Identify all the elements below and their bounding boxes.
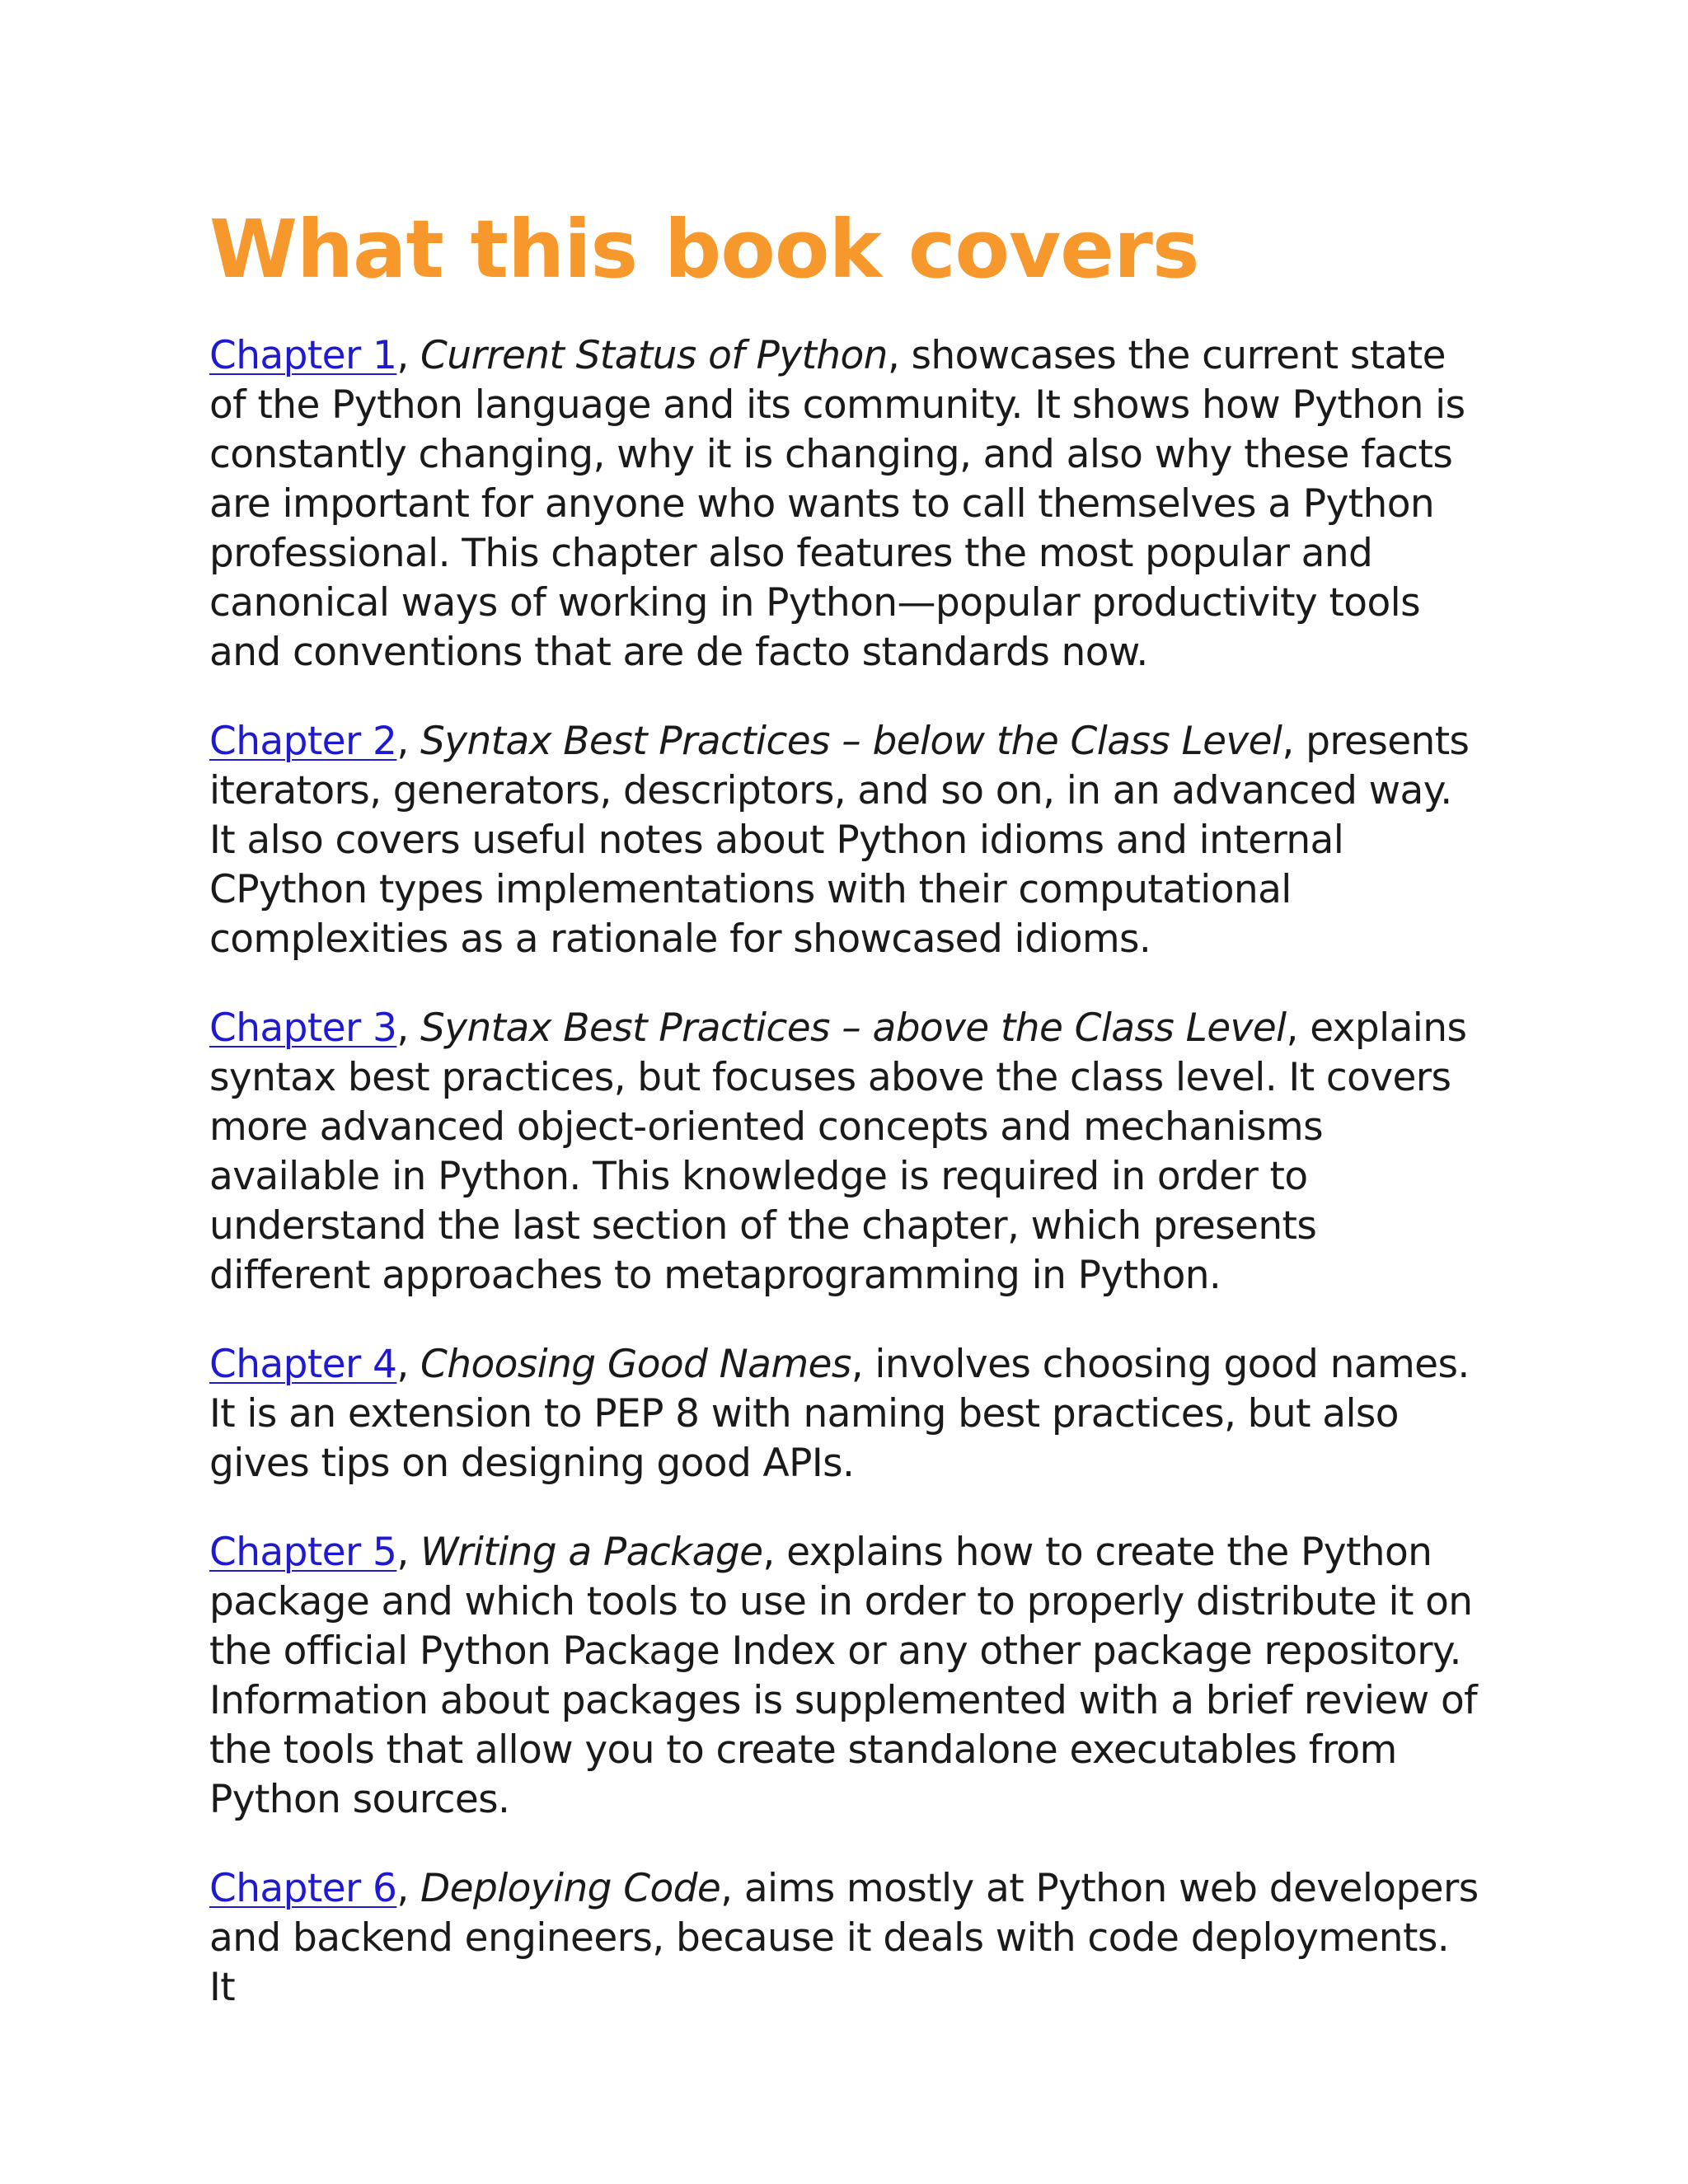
chapter-3-title: Syntax Best Practices – above the Class Level [420,1005,1287,1051]
chapter-5-description: , explains how to create the Python package and which tools to use in order to properly distribute it on the official Python Package Index or any other package repository. Information about packages is supplemented with a brief review of the tools that allow you to create standalone executables from Python sources. [209,1530,1478,1822]
chapter-2-separator: , [396,719,421,764]
chapter-2-link[interactable]: Chapter 2 [209,719,397,764]
chapter-6-link[interactable]: Chapter 6 [209,1866,397,1911]
chapter-1-title: Current Status of Python [420,333,888,378]
chapter-5-title: Writing a Package [420,1530,763,1575]
chapter-5-separator: , [396,1530,421,1575]
chapter-1-paragraph [209,331,1479,677]
page-title: What this book covers [209,203,1199,296]
chapter-4-paragraph [209,1340,1479,1488]
chapter-3-separator: , [396,1005,421,1051]
document-page [209,204,1479,2052]
chapter-2-title: Syntax Best Practices – below the Class Level [420,719,1282,764]
chapter-1-description: , showcases the current state of the Python language and its community. It shows how Python is constantly changing, why it is changing, and also why these facts are important for anyone who wants to call themselves a Python professional. This chapter also features the most popular and canonical ways of working in Python—popular productivity tools and conventions that are de facto standards now. [209,333,1465,675]
chapter-6-description: , aims mostly at Python web developers and backend engineers, because it deals with code deployments. It [209,1866,1479,2010]
chapter-5-paragraph [209,1528,1479,1825]
chapter-1-link[interactable]: Chapter 1 [209,333,397,378]
chapter-2-description: , presents iterators, generators, descriptors, and so on, in an advanced way. It also covers useful notes about Python idioms and internal CPython types implementations with their computational complexities as a rationale for showcased idioms. [209,719,1470,962]
chapter-4-link[interactable]: Chapter 4 [209,1342,397,1387]
chapter-6-separator: , [396,1866,421,1911]
chapter-3-paragraph [209,1004,1479,1301]
chapter-4-description: , involves choosing good names. It is an extension to PEP 8 with naming best practices, but also gives tips on designing good APIs. [209,1342,1470,1486]
chapter-3-description: , explains syntax best practices, but focuses above the class level. It covers more advanced object-oriented concepts and mechanisms available in Python. This knowledge is required in order to understand the last section of the chapter, which presents different approaches to metaprogramming in Python. [209,1005,1467,1298]
chapter-3-link[interactable]: Chapter 3 [209,1005,397,1051]
chapter-2-paragraph [209,717,1479,964]
chapter-5-link[interactable]: Chapter 5 [209,1530,397,1575]
chapter-6-paragraph [209,1864,1479,2013]
chapter-4-separator: , [396,1342,421,1387]
chapter-1-separator: , [396,333,421,378]
chapter-6-title: Deploying Code [420,1866,721,1911]
chapter-4-title: Choosing Good Names [420,1342,851,1387]
